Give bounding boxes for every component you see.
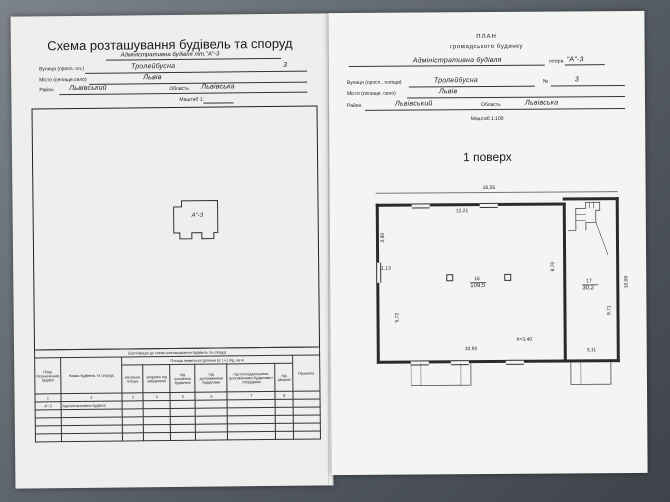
plan-title: ПЛАН [476,33,497,41]
dim-left-lower: 5,72 [394,312,401,323]
dim-bottom-inner: 10,92 [464,346,478,353]
wall-left [376,204,380,364]
dim-right-17: 9,71 [606,305,613,316]
row-letter: А"-3 [35,402,61,410]
city-value: Львів [143,74,162,82]
street-label: Вулиця (просп. пл.) [39,65,85,73]
col-number: 1 [35,394,61,402]
floor-plan [328,11,647,475]
dim-outer-right: 10,00 [623,275,630,289]
wall-top-main [376,202,566,206]
col-header-yard: під двором [275,363,293,391]
region-label: Область [169,85,189,93]
right-city-value: Львів [438,88,458,96]
building-name: Адміністративна будівля [412,56,502,65]
street-value: Тролейбусна [131,62,176,71]
right-street-value: Тролейбусна [433,77,479,85]
row-name: Адміністративна будівля [61,401,122,410]
dim-inner-height: 8,70 [549,261,557,272]
scheme-subtitle: Адміністративна будівля лiт."А"-3 [120,51,220,59]
right-page [328,11,647,475]
col-header-total: загальна площа [122,365,144,393]
wall-right [616,197,620,362]
right-region-value: Львівська [525,99,559,107]
dim-top-total: 16,55 [482,184,496,192]
scheme-title: Схема розташування будівель та споруд [47,35,293,54]
col-header-household: під господарськими, допоміжними будівлями і спорудами [227,363,275,392]
city-label: Місто (селище,село) [39,76,87,84]
litera-label: літера [548,58,564,65]
col-number: 6 [195,392,227,400]
plan-subtitle: громадського будинку [450,43,524,51]
col-header-letter: Літер (позначення) будівлі [35,358,61,394]
room-17-area: 30,2 [582,285,595,292]
column [446,274,453,281]
dim-top-inner: 12,21 [455,208,469,215]
col-header-name: Назва будівель та споруд [60,357,121,394]
region-value: Львівська [201,83,235,91]
floor-title: 1 поверх [463,149,512,165]
column [504,274,511,281]
building-label: А"-3 [191,212,204,219]
site-scheme-frame [31,105,320,350]
street-number: 3 [283,61,288,69]
col-number: 3 [122,393,144,401]
entrance-steps [411,362,631,394]
right-district-label: Район [347,102,362,109]
room-16-number: 16 [474,276,480,283]
col-number: 7 [227,391,275,400]
staircase [566,200,616,260]
dim-left-upper: 3,90 [379,232,386,243]
district-value: Львівський [69,84,107,93]
col-header-main: під основною будівлею [170,364,196,392]
dim-bottom-right: 3,11 [586,347,597,354]
right-street-label: Вулиця (просп., площа) [346,79,402,86]
col-group-header: Площа земельної ділянки (в т.ч.) під, кв.м [121,355,292,365]
dim-left-mid: 1,13 [381,265,391,272]
col-number: 4 [143,393,170,401]
col-header-aux: під допоміжними будівлями [195,364,227,392]
table-title: Експлікація до схеми розташування будівель та споруд [35,347,320,358]
right-region-label: Область [481,101,501,109]
right-city-label: Місто (селище, село) [346,90,396,97]
col-number: 2 [61,393,122,402]
col-number: 8 [275,391,293,399]
ceiling-height: h=3,40 [516,336,533,343]
scale-label: Маштаб 1: [179,96,204,103]
col-header-note: Примітка [293,355,320,391]
left-page [11,13,334,488]
window [480,203,498,208]
district-label: Район [39,87,54,94]
litera-value: "А"-3 [566,56,584,64]
room-17-number: 17 [586,278,592,285]
window [412,203,430,208]
number-value: 3 [574,76,579,84]
room-16-area: 109,5 [470,283,486,290]
plan-scale: Маштаб 1:100 [470,115,504,123]
number-label: № [542,78,549,85]
site-building-outline [33,106,319,349]
col-header-built: зокрема під забудовою [143,365,170,393]
explication-table [34,346,321,442]
right-district-value: Львівський [395,100,433,108]
col-number: 5 [170,392,195,400]
